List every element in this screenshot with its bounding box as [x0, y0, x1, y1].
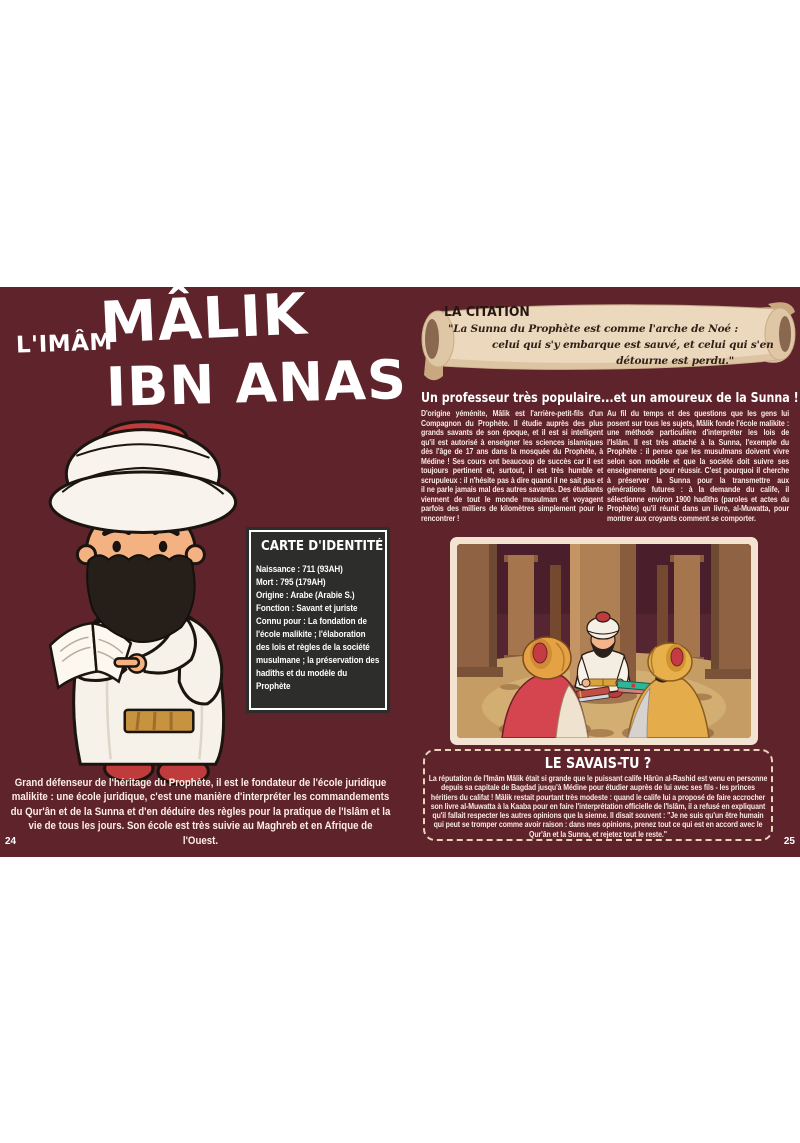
column2-heading: ...et un amoureux de la Sunna ! [601, 390, 799, 406]
identity-card-frame [249, 530, 387, 710]
column1-body: D'origine yéménite, Mâlik est l'arrière-petit-fils d'un Compagnon du Prophète. Il étudie auprès des plus grands savants de son époque, et il est si intelligent qu'il est autorisé à enseigner les sciences islamiques dès l'âge de 17 ans dans la mosquée du Prophète, à Médine ! Ses cours ont beaucoup de succès car il est toujours pertinent et, surtout, il est très humble et scrupuleux : il n'hésite pas à dire quand il ne sait pas et il ne parle jamais mal des autres savants. Des étudiants viennent de tout le monde musulman et voyagent parfois des milliers de kilomètres simplement pour le rencontrer ! [421, 409, 604, 523]
page-title-line2: IBN ANAS [105, 348, 408, 419]
citation-quote-line2: celui qui s'y embarque est sauvé, et celui qui s'en [492, 339, 774, 351]
book-spread [0, 281, 800, 857]
did-you-know-body: La réputation de l'Imâm Mâlik était si grande que le puissant calife Hârûn al-Rashid est venu en personne depuis sa capitale de Bagdad jusqu'à Médine pour étudier auprès de lui avec ses fils - les princes héritiers du califat ! Mâlik restait pourtant très modeste : quand le calife lui a proposé de faire accrocher son livre al-Muwatta à la Kaaba pour en faire l'interprétation officielle de l'Islâm, il a refusé en expliquant qu'il fallait respecter les autres opinions que la sienne. Il disait souvent : "Je ne suis qu'un être humain qui peut se tromper comme avoir raison : dans mes opinions, prenez tout ce qui est en accord avec le Qur'ân et la Sunna, et rejetez tout le reste." [428, 774, 768, 839]
title-prefix: L'IMÂM [15, 329, 114, 359]
imam-character-illustration [28, 411, 282, 793]
citation-quote-line3: détourne est perdu." [616, 355, 734, 367]
identity-card [246, 527, 390, 713]
citation-scroll [418, 296, 798, 388]
left-footer-paragraph: Grand défenseur de l'héritage du Prophète, il est le fondateur de l'école juridique malikite : une école juridique, c'est une manière d'interpréter les commandements du Qur'ân et de la Sunna et d'en déduire des règles pour la pratique de l'Islâm et la vie de tous les jours. Son école est très suivie au Maghreb et en Afrique de l'Ouest. [10, 777, 391, 847]
page-number-left: 24 [5, 836, 17, 847]
identity-card-title: CARTE D'IDENTITÉ [261, 539, 384, 554]
identity-card-line: Mort : 795 (179AH) [256, 577, 326, 587]
citation-quote-line1: "La Sunna du Prophète est comme l'arche de Noé : [448, 323, 739, 335]
page-number-right: 25 [783, 836, 795, 847]
column2-body: Au fil du temps et des questions que les gens lui posent sur tous les sujets, Mâlik fonde l'école malikite : une méthode particulière d'interpréter les lois de l'Islâm. Il est très attaché à la Sunna, l'exemple du Prophète : il pense que les musulmans doivent vivre selon son modèle et que la société doit suivre ses enseignements pour réussir. C'est pourquoi il cherche à préserver la Sunna pour la transmettre aux générations futures : à la demande du calife, il sélectionne environ 1900 hadîths (paroles et actes du Prophète) qu'il réunit dans un livre, al-Muwatta, pour montrer aux croyants comment se comporter. [607, 409, 790, 523]
identity-card-body [256, 563, 380, 693]
column1-heading: Un professeur très populaire... [421, 390, 614, 406]
teaching-scene-illustration [450, 537, 758, 745]
did-you-know-title: LE SAVAIS-TU ? [544, 754, 652, 772]
identity-card-line: Fonction : Savant et juriste [256, 603, 358, 613]
identity-card-line: Origine : Arabe (Arabie S.) [256, 590, 355, 600]
did-you-know-box [423, 749, 773, 841]
citation-label: LA CITATION [444, 304, 530, 320]
identity-card-line: Naissance : 711 (93AH) [256, 564, 343, 574]
identity-card-line: Connu pour : La fondation de l'école malikite ; l'élaboration des lois et règles de la société musulmane ; la préservation des hadîths et du modèle du Prophète [256, 616, 380, 691]
page-title-line1: MÂLIK [98, 281, 309, 357]
